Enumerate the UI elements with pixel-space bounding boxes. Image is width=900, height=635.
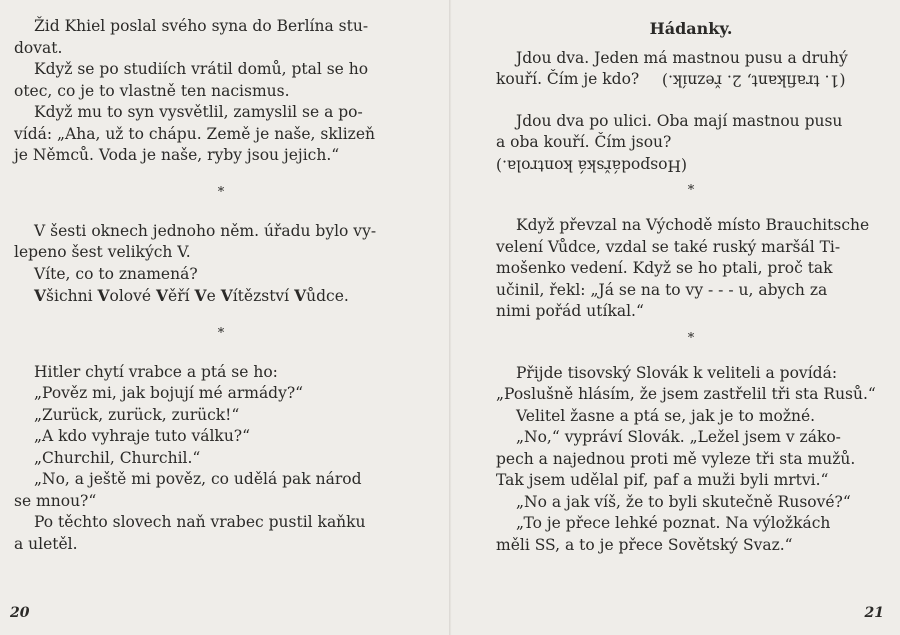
dialogue-line: „No,“ vypráví Slovák. „Ležel jsem v záko- pech a najednou proti mě vyleze tři sta mužů. Tak jsem udělal pif, paf a muži byli mrtvi.“ [496,428,856,489]
section-separator: * [217,184,225,200]
right-page [452,0,900,635]
section-separator: * [217,325,225,341]
section-separator: * [687,330,695,346]
riddle-answer-line [496,154,886,176]
riddle-answer-upside-down: (1. trafikant, 2. řezník.) [662,71,846,90]
paragraph: Hitler chytí vrabce a ptá se ho: [34,362,278,381]
paragraph: Když převzal na Východě místo Brauchitsche velení Vůdce, vzdal se také ruský maršál Ti- mošenko vedení. Když se ho ptali, proč tak učinil, řekl: „Já se na to vy - - - u, abych za nimi pořád utíkal.“ [496,216,870,320]
dialogue-line: „No a jak víš, že to byli skutečně Rusové?“ [516,492,851,511]
acronym-line: Všichni Volové Věří Ve Vítězství Vůdce. [34,286,349,305]
dialogue-line: „To je přece lehké poznat. Na výložkách měli SS, a to je přece Sovětský Svaz.“ [496,514,831,554]
left-page-text [14,16,428,555]
right-page-text [496,18,886,556]
paragraph: Velitel žasne a ptá se, jak je to možné. [516,406,816,425]
paragraph: Přijde tisovský Slovák k veliteli a povídá: „Poslušně hlásím, že jsem zastřelil tři sta Rusů.“ [496,363,876,403]
paragraph: Když se po studiích vrátil domů, ptal se ho otec, co je to vlastně ten nacismus. [14,60,369,100]
dialogue-line: „No, a ještě mi pověz, co udělá pak národ se mnou?“ [14,470,362,510]
riddle: Jdou dva. Jeden má mastnou pusu a druhý kouří. Čím je kdo? (1. trafikant, 2. řezník.) [496,48,886,91]
page-title: Hádanky. [649,19,733,38]
section-separator: * [687,183,695,198]
dialogue-line: „Pověz mi, jak bojují mé armády?“ [34,384,304,402]
page-number: 20 [10,605,30,621]
riddle-answer-upside-down: (Hospodářská kontrola.) [496,156,688,174]
dialogue-line: „A kdo vyhraje tuto válku?“ [34,427,251,445]
paragraph: Žid Khiel poslal svého syna do Berlína stu- dovat. [14,17,369,57]
paragraph: Když mu to syn vysvětlil, zamyslil se a po- vídá: „Aha, už to chápu. Země je naše, sklizeň je Němců. Voda je naše, ryby jsou jejich.“ [14,103,375,164]
page-number: 21 [864,605,884,621]
riddle: Jdou dva po ulici. Oba mají mastnou pusu a oba kouří. Čím jsou? [496,111,843,151]
paragraph: Po těchto slovech naň vrabec pustil kaňku a uletěl. [14,513,366,553]
dialogue-line: „Churchil, Churchil.“ [34,448,201,467]
paragraph: V šesti oknech jednoho něm. úřadu bylo vy- lepeno šest velikých V. [14,221,377,261]
paragraph: Víte, co to znamená? [34,264,198,283]
dialogue-line: „Zurück, zurück, zurück!“ [34,405,240,424]
